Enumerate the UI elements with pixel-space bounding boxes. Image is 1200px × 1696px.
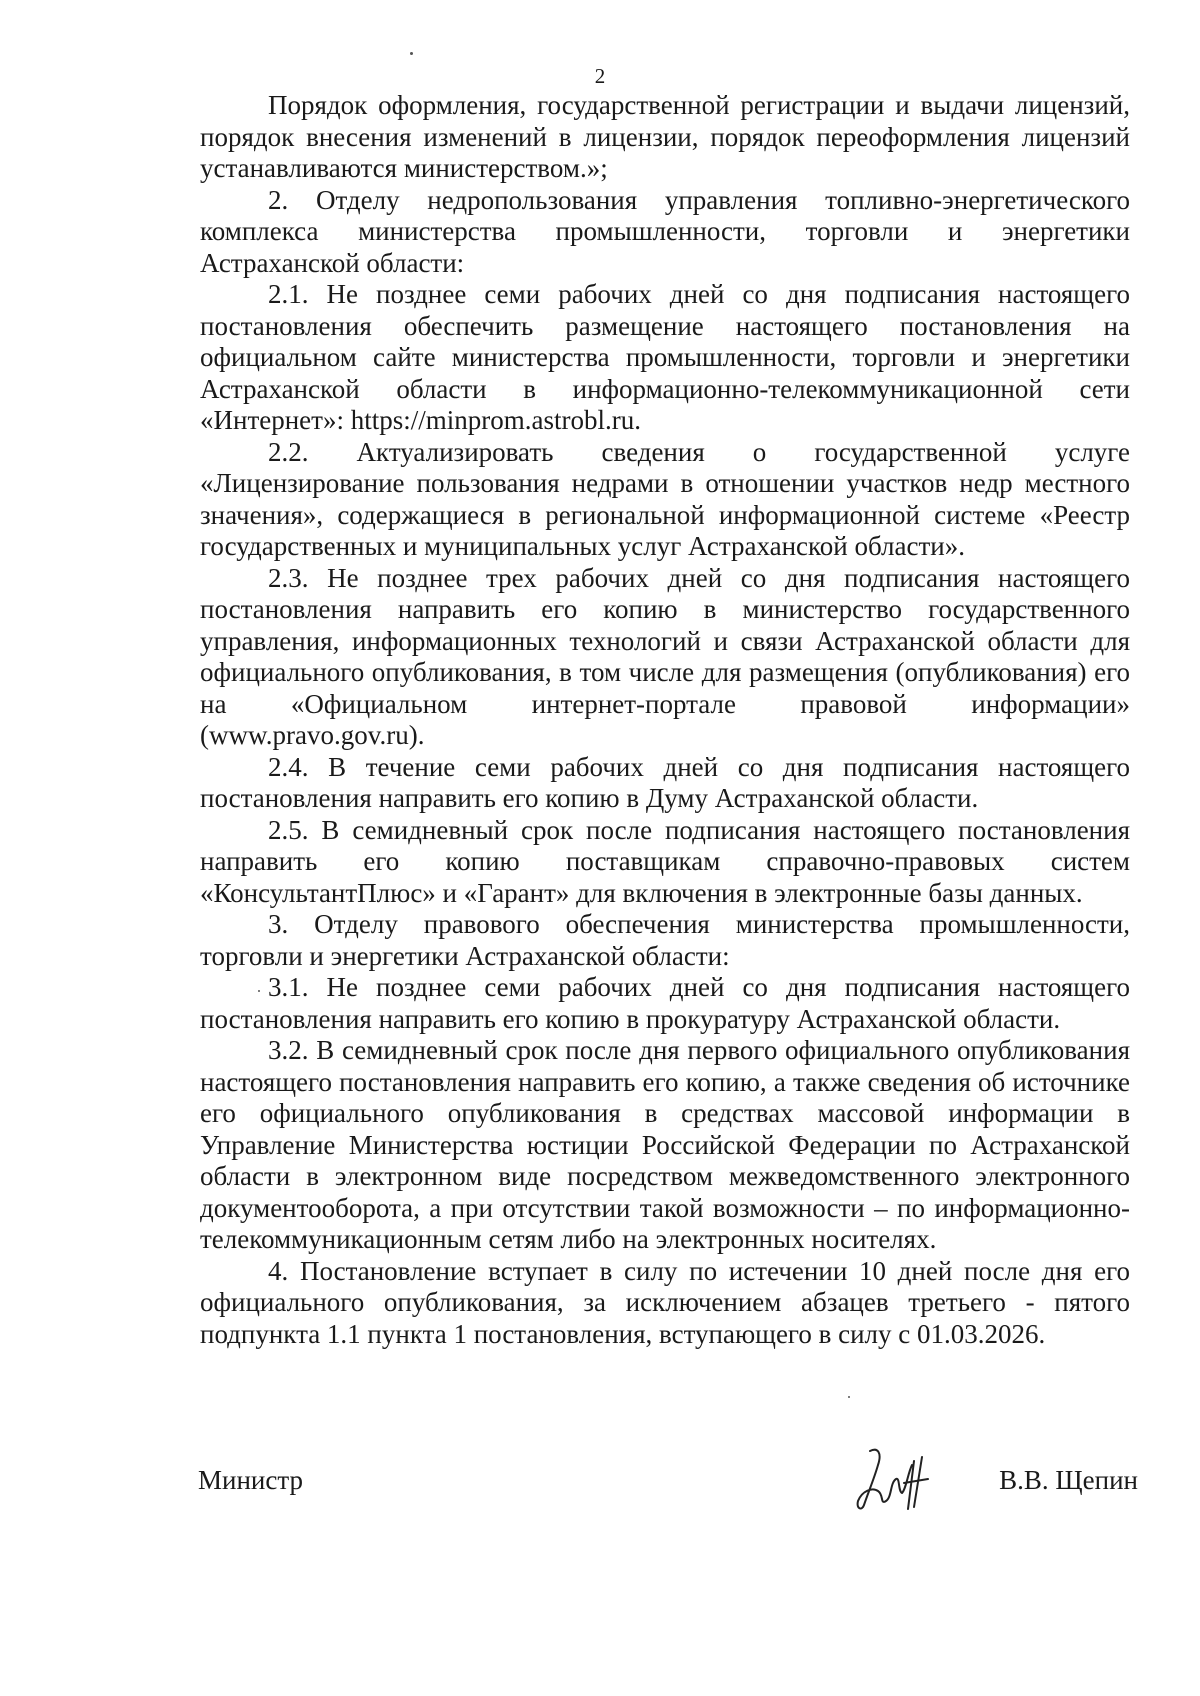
paragraph-item-2-4: 2.4. В течение семи рабочих дней со дня подписания настоящего постановления направить его копию в Думу Астраханской области. [200, 751, 1130, 813]
signatory-title: Министр [198, 1465, 303, 1495]
page-number: 2 [594, 64, 606, 88]
scan-speck [848, 1396, 850, 1398]
paragraph-item-2-2: 2.2. Актуализировать сведения о государственной услуге «Лицензирование пользования недрами в отношении участков недр местного значения», содержащиеся в региональной информационной системе «Реестр государственных и муниципальных услуг Астраханской области». [200, 436, 1130, 561]
paragraph-item-2-5: 2.5. В семидневный срок после подписания настоящего постановления направить его копию поставщикам справочно-правовых систем «КонсультантПлюс» и «Гарант» для включения в электронные базы данных. [200, 814, 1130, 908]
signatory-name: В.В. Щепин [999, 1465, 1138, 1495]
document-body [200, 90, 1130, 1350]
paragraph-item-2: 2. Отделу недропользования управления топливно-энергетического комплекса министерства промышленности, торговли и энергетики Астраханской области: [200, 184, 1130, 278]
paragraph-item-4: 4. Постановление вступает в силу по истечении 10 дней после дня его официального опубликования, за исключением абзацев третьего - пятого подпункта 1.1 пункта 1 постановления, вступающего в силу с 01.03.2026. [200, 1255, 1130, 1349]
paragraph-item-3-1: 3.1. Не позднее семи рабочих дней со дня подписания настоящего постановления направить его копию в прокуратуру Астраханской области. [200, 972, 1130, 1034]
paragraph-licensing-procedure: Порядок оформления, государственной регистрации и выдачи лицензий, порядок внесения изменений в лицензии, порядок переоформления лицензий устанавливаются министерством.»; [200, 90, 1130, 183]
paragraph-item-3-2: 3.2. В семидневный срок после дня первого официального опубликования настоящего постановления направить его копию, а также сведения об источнике его официального опубликования в средствах массовой информации в Управление Министерства юстиции Российской Федерации по Астраханской области в электронном виде посредством межведомственного электронного документооборота, а при отсутствии такой возможности – по информационно-телекоммуникационным сетям либо на электронных носителях. [200, 1035, 1130, 1254]
handwritten-signature [848, 1443, 938, 1518]
paragraph-item-2-1: 2.1. Не позднее семи рабочих дней со дня подписания настоящего постановления обеспечить размещение настоящего постановления на официальном сайте министерства промышленности, торговли и энергетики Астраханской области в информационно-телекоммуникационной сети «Интернет»: https://minprom.astrobl.ru. [200, 279, 1130, 435]
paragraph-item-2-3: 2.3. Не позднее трех рабочих дней со дня подписания настоящего постановления направить его копию в министерство государственного управления, информационных технологий и связи Астраханской области для официального опубликования, в том числе для размещения (опубликования) его на «Официальном интернет-портале правовой информации» (www.pravo.gov.ru). [200, 562, 1130, 750]
paragraph-item-3: 3. Отделу правового обеспечения министерства промышленности, торговли и энергетики Астраханской области: [200, 909, 1130, 971]
signature-block [198, 1443, 1138, 1523]
scan-speck [410, 52, 413, 55]
